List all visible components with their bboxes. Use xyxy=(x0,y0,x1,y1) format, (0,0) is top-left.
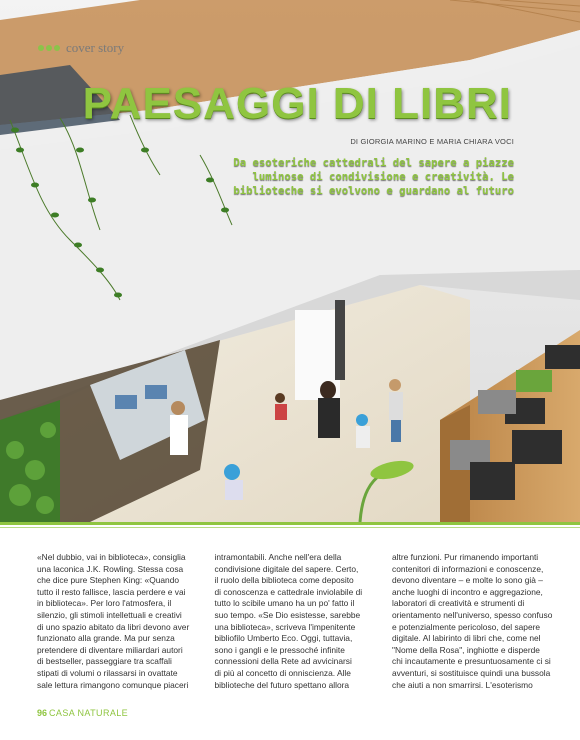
article-byline: DI GIORGIA MARINO E MARIA CHIARA VOCI xyxy=(350,137,514,146)
body-text-line: condivisione digitale del sapere. Certo, xyxy=(214,563,359,574)
body-text-line: biblioteche del futuro spettano allora xyxy=(214,679,350,690)
body-text-line: avventuri, si sostituisce quindi una bussola xyxy=(392,667,551,678)
section-tag xyxy=(38,40,124,56)
body-text-line: di uno spazio abitato da libri devono aver xyxy=(37,621,190,632)
article-body xyxy=(37,552,553,691)
body-text-line: anche luoghi di incontro e aggregazione, xyxy=(392,586,543,597)
subtitle-line: Da esoteriche cattedrali del sapere a piazze xyxy=(233,157,514,169)
magazine-name: CASA NATURALE xyxy=(49,708,129,718)
body-text-line: sono i gangli e le pressoché infinite xyxy=(214,644,345,655)
body-text-line: tutto lo scibile umano ha un po' fatto il xyxy=(214,598,355,609)
text-column-3 xyxy=(392,552,553,691)
body-text-line: di conoscenza e cattedrale inviolabile di xyxy=(214,586,363,597)
subtitle-line: luminose di condivisione e creatività. Le xyxy=(252,171,514,183)
body-text-line: sale lettura rimangono comunque piaceri xyxy=(37,679,189,690)
bullet-dots-icon xyxy=(38,45,60,51)
body-text-line: suo tempo. «Se Dio esistesse, sarebbe xyxy=(214,609,361,620)
body-text-line: altre funzioni. Pur rimanendo importanti xyxy=(392,552,539,562)
body-text-line: «Nel dubbio, vai in biblioteca», consiglia xyxy=(37,552,186,562)
text-column-2 xyxy=(215,552,367,691)
body-text-line: contenitori di informazioni e conoscenze, xyxy=(392,563,544,574)
body-text-line: che aiuti a non smarrirsi. L'esoterismo xyxy=(392,679,533,690)
body-text-line: tutto il resto fallisce, lascia perdere e vai xyxy=(37,586,186,597)
body-text-line: una biblioteca», scriveva l'impenitente xyxy=(214,621,356,632)
body-text-line: "Nome della Rosa", inghiotte e disperde xyxy=(392,644,540,655)
page-footer xyxy=(37,708,128,718)
body-text-line: devono diventare – e molte lo sono già – xyxy=(392,575,543,586)
body-text-line: bibliofilo Umberto Eco. Oggi, tuttavia, xyxy=(214,633,353,644)
body-text-line: che dice pure Stephen King: «Quando xyxy=(37,575,180,586)
body-text-line: silenzio, gli stimoli intellettuali e creativi xyxy=(37,609,182,620)
body-text-line: intramontabili. Anche nell'era della xyxy=(214,552,342,562)
article-subtitle xyxy=(214,156,514,198)
body-text-line: laboratori di creatività e strumenti di xyxy=(392,598,525,609)
green-divider-thin xyxy=(0,527,580,528)
body-text-line: di bestseller, passeggiare tra scaffali xyxy=(37,656,172,667)
body-text-line: stipati di volumi o rilassarsi in ovattate xyxy=(37,667,178,678)
body-text-line: funzionato alla grande. Ma pur senza xyxy=(37,633,175,644)
body-text-line: pretendere di diventare miliardari autori xyxy=(37,644,183,655)
subtitle-line: biblioteche si evolvono e guardano al futuro xyxy=(233,185,514,197)
body-text-line: digitale. Al labirinto di libri che, come nel xyxy=(392,633,541,644)
body-text-line: connessioni della Rete ad avvicinarsi xyxy=(214,656,352,667)
page-number: 96 xyxy=(37,708,48,718)
body-text-line: orientamento nell'universo, spesso confuso xyxy=(392,609,553,620)
body-text-line: chi incautamente e presuntuosamente ci si xyxy=(392,656,551,667)
body-text-line: di più al concetto di onniscienza. Alle xyxy=(214,667,351,678)
section-tag-label: cover story xyxy=(66,40,125,55)
article-title: PAESAGGI DI LIBRI xyxy=(82,79,512,128)
body-text-line: il ruolo della biblioteca come deposito xyxy=(214,575,354,586)
body-text-line: una laconica J.K. Rowling. Stessa cosa xyxy=(37,563,184,574)
text-column-1 xyxy=(37,552,189,691)
green-divider xyxy=(0,522,580,525)
body-text-line: e potenzialmente pericoloso, del sapere xyxy=(392,621,541,632)
body-text-line: in biblioteca». Per loro l'atmosfera, il xyxy=(37,598,172,609)
